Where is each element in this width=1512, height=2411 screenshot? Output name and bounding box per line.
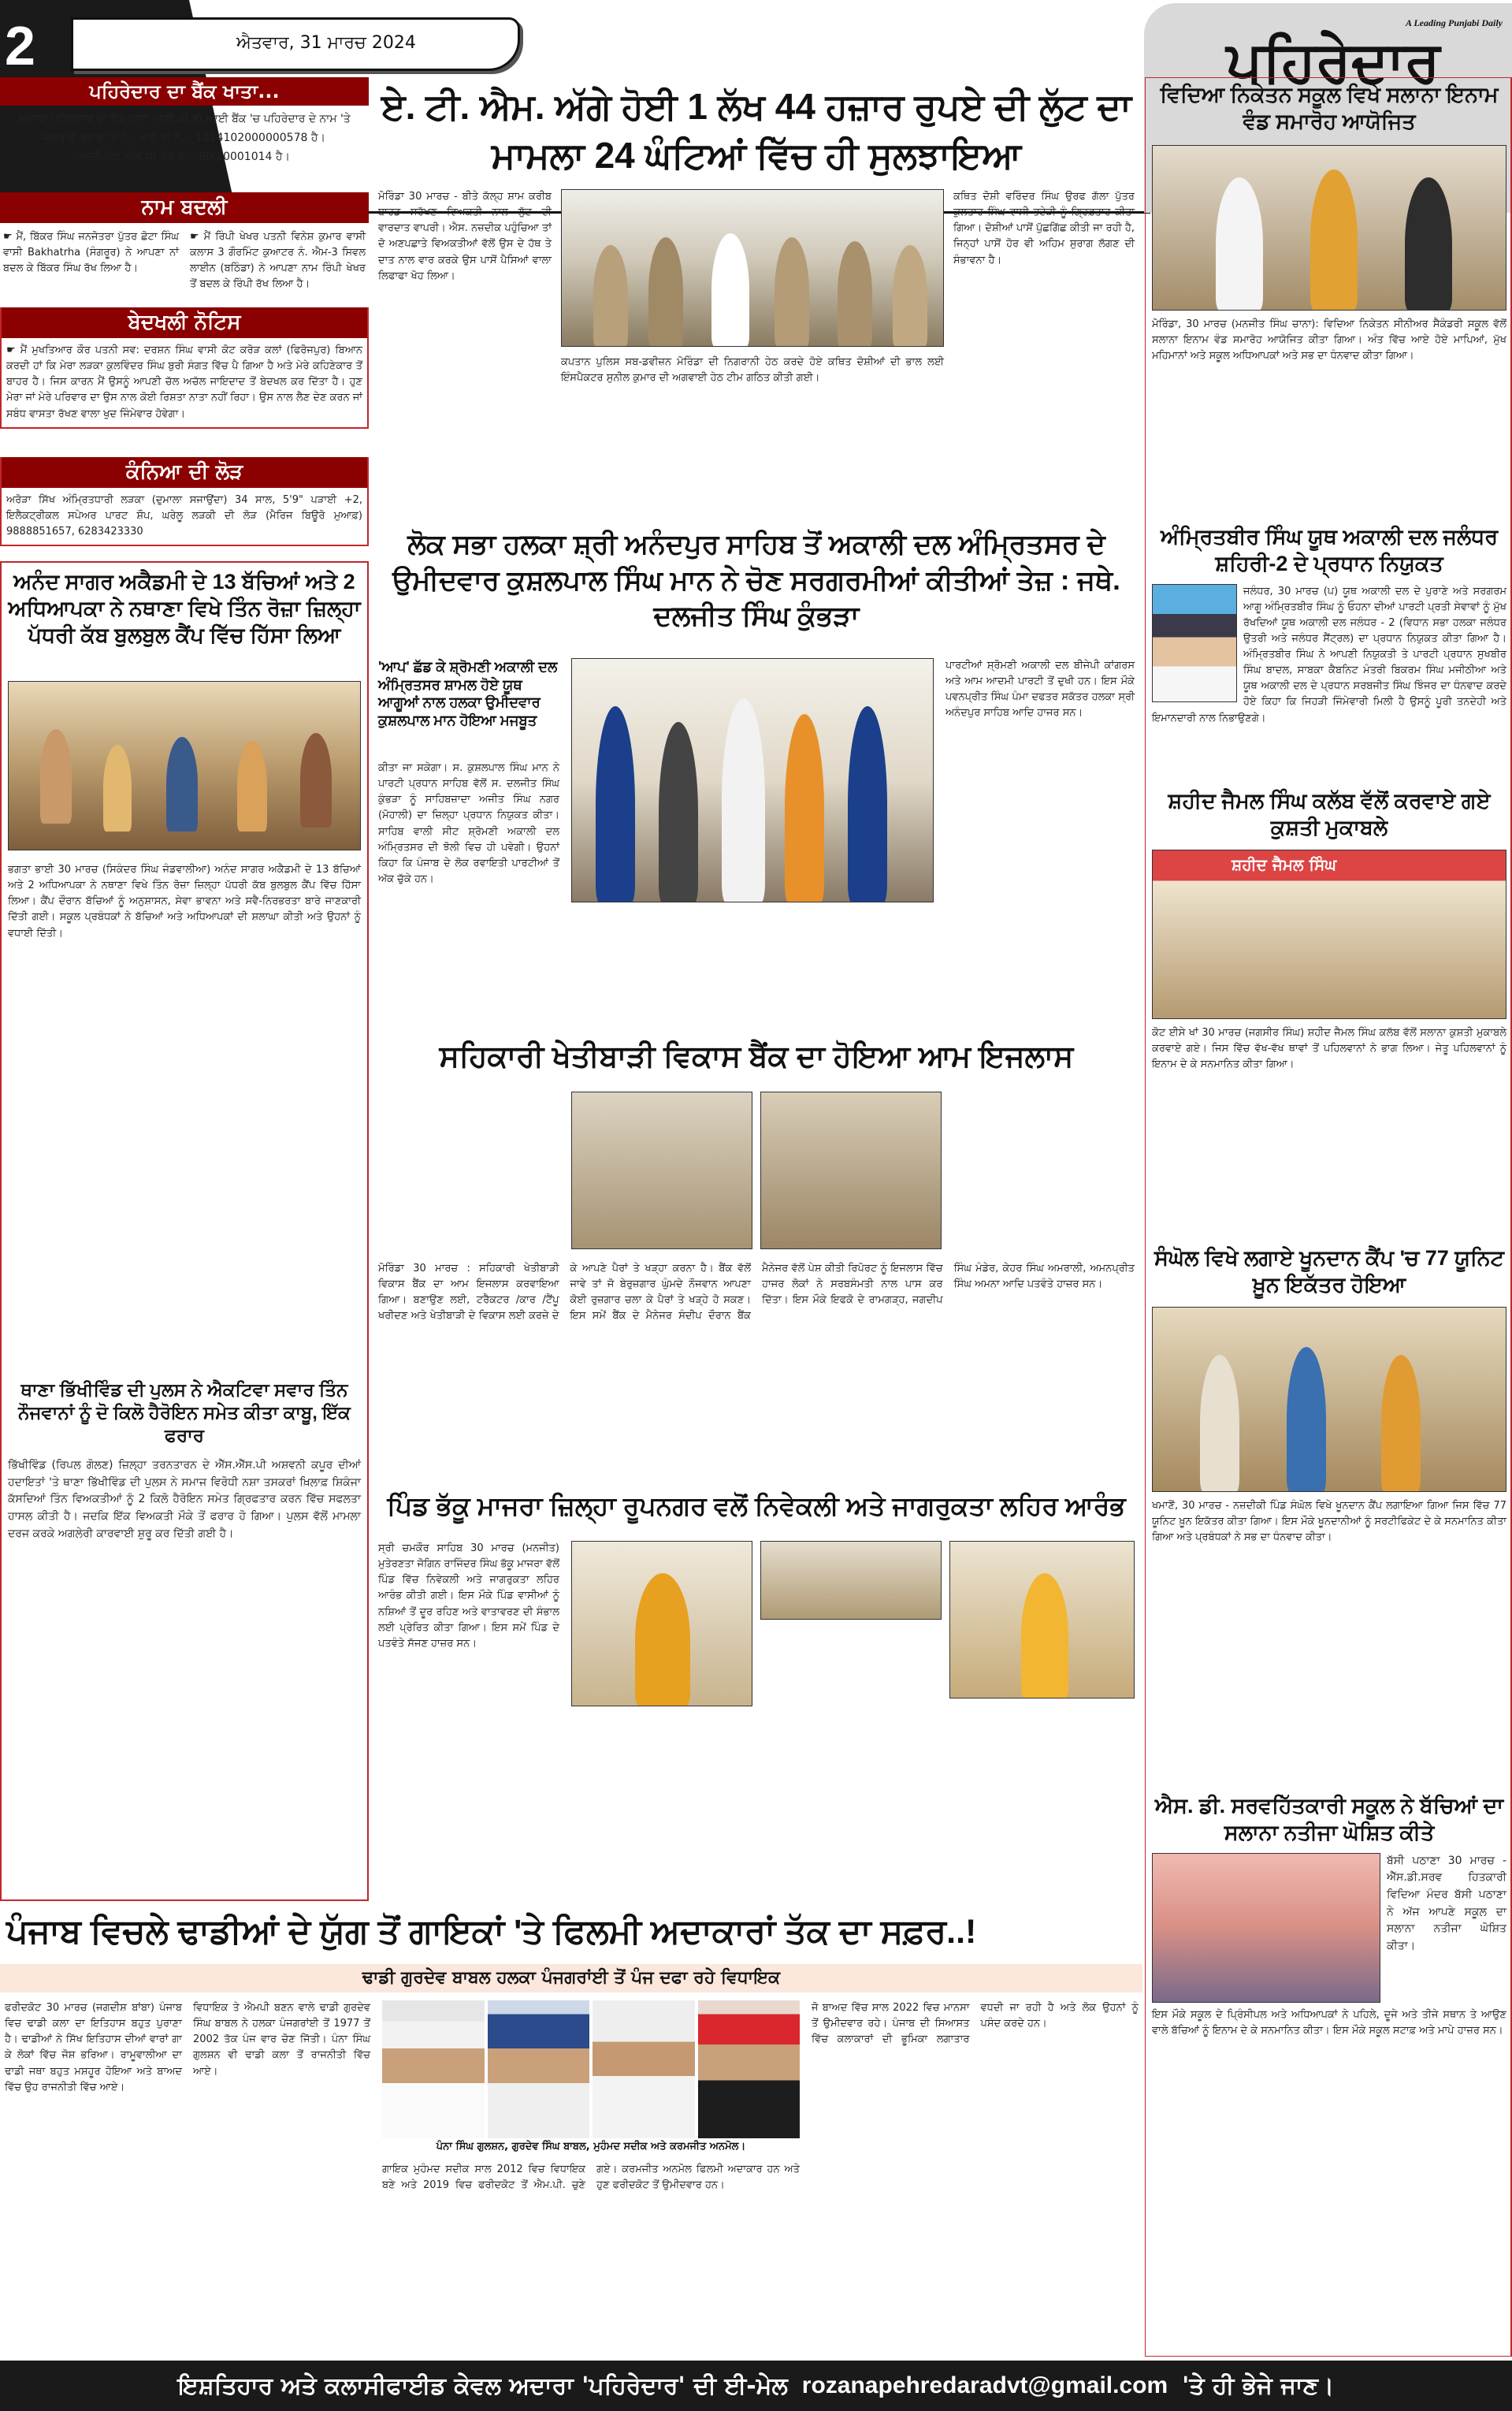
wrestling-article	[1152, 788, 1506, 1073]
wrestling-headline: ਸ਼ਹੀਦ ਜੈਮਲ ਸਿੰਘ ਕਲੱਬ ਵੱਲੋਂ ਕਰਵਾਏ ਗਏ ਕੁਸ਼ਤੀ ਮੁਕਾਬਲੇ	[1168, 789, 1491, 839]
blood-camp-article	[1152, 1245, 1506, 1546]
village-photo-1	[571, 1541, 752, 1706]
loksabha-article	[378, 658, 1135, 1029]
bottom-article	[0, 2000, 1142, 2331]
loksabha-headline: ਲੋਕ ਸਭਾ ਹਲਕਾ ਸ਼੍ਰੀ ਅਨੰਦਪੁਰ ਸਾਹਿਬ ਤੋਂ ਅਕਾਲੀ ਦਲ ਅੰਮ੍ਰਿਤਸਰ ਦੇ ਉਮੀਦਵਾਰ ਕੁਸ਼ਲਪਾਲ ਸਿੰਘ ਮਾਨ ਨੇ ਚੋਣ ਸਰਗਰਮੀਆਂ ਕੀਤੀਆਂ ਤੇਜ਼ : ਜਥੇ. ਦਲਜੀਤ ਸਿੰਘ ਕੁੰਭੜਾ	[392, 529, 1120, 631]
academy-article	[0, 561, 369, 1901]
academy-text: ਭਗਤਾ ਭਾਈ 30 ਮਾਰਚ (ਸਿਕੰਦਰ ਸਿੰਘ ਜੰਡਵਾਲੀਆ) ਅਨੰਦ ਸਾਗਰ ਅਕੈਡਮੀ ਦੇ 13 ਬੱਚਿਆਂ ਅਤੇ 2 ਅਧਿਆਪਕਾ ਨੇ ਨਥਾਣਾ ਵਿਖੇ ਤਿੰਨ ਰੋਜ਼ਾ ਜ਼ਿਲ੍ਹਾ ਪੱਧਰੀ ਕੱਬ ਬੁਲਬੁਲ ਕੈਂਪ ਵਿੱਚ ਹਿੱਸਾ ਲਿਆ। ਕੈਂਪ ਦੌਰਾਨ ਬੱਚਿਆਂ ਨੂੰ ਅਨੁਸ਼ਾਸਨ, ਸੇਵਾ ਭਾਵਨਾ ਅਤੇ ਸਵੈ-ਨਿਰਭਰਤਾ ਬਾਰੇ ਜਾਣਕਾਰੀ ਦਿੱਤੀ ਗਈ। ਸਕੂਲ ਪ੍ਰਬੰਧਕਾਂ ਨੇ ਬੱਚਿਆਂ ਅਤੇ ਅਧਿਆਪਕਾਂ ਦੀ ਸ਼ਲਾਘਾ ਕੀਤੀ ਅਤੇ ਉਹਨਾਂ ਨੂੰ ਵਧਾਈ ਦਿੱਤੀ।	[8, 864, 361, 939]
bank-meeting-photo-1	[571, 1092, 752, 1249]
village-article	[378, 1541, 1135, 1899]
atm-article	[378, 189, 1135, 516]
bride-wanted-text: ਅਰੋੜਾ ਸਿੱਖ ਅੰਮ੍ਰਿਤਧਾਰੀ ਲੜਕਾ (ਦੁਮਾਲਾ ਸਜਾਉਂਦਾ) 34 ਸਾਲ, 5'9" ਪੜਾਈ +2, ਇਲੈਕਟ੍ਰੀਕਲ ਸਪੇਅਰ ਪਾਰਟ ਸ਼ੌਪ, ਘਰੇਲੂ ਲੜਕੀ ਦੀ ਲੋੜ (ਮੈਰਿਜ ਬਿਊਰੋ ਮੁਆਫ਼) 9888851657, 6283423330	[6, 494, 362, 538]
police-headline: ਥਾਣਾ ਭਿੱਖੀਵਿੰਡ ਦੀ ਪੁਲਸ ਨੇ ਐਕਟਿਵਾ ਸਵਾਰ ਤਿੰਨ ਨੌਜਵਾਨਾਂ ਨੂੰ ਦੋ ਕਿਲੋ ਹੈਰੋਇਨ ਸਮੇਤ ਕੀਤਾ ਕਾਬੂ, ਇੱਕ ਫਰਾਰ	[18, 1379, 351, 1445]
portraits-caption: ਪੰਨਾ ਸਿੰਘ ਗੁਲਸ਼ਨ, ਗੁਰਦੇਵ ਸਿੰਘ ਬਾਬਲ, ਮੁਹੰਮਦ ਸਦੀਕ ਅਤੇ ਕਰਮਜੀਤ ਅਨਮੋਲ।	[436, 2141, 746, 2152]
footer-band	[0, 2361, 1512, 2411]
akali-headline: ਅੰਮ੍ਰਿਤਬੀਰ ਸਿੰਘ ਯੂਥ ਅਕਾਲੀ ਦਲ ਜਲੰਧਰ ਸ਼ਹਿਰੀ-2 ਦੇ ਪ੍ਰਧਾਨ ਨਿਯੁਕਤ	[1160, 525, 1499, 575]
masthead-title: ਪਹਿਰੇਦਾਰ	[1226, 31, 1440, 94]
atm-text-right: ਕਥਿਤ ਦੋਸ਼ੀ ਵਰਿੰਦਰ ਸਿੰਘ ਉਰਫ ਗੱਲਾ ਪੁੱਤਰ ਕੁਲਤਾਰ ਸਿੰਘ ਵਾਸੀ ਭਟੇੜੀ ਨੂੰ ਗ੍ਰਿਫ਼ਤਾਰ ਕੀਤਾ ਗਿਆ। ਦੋਸ਼ੀਆਂ ਪਾਸੋਂ ਪੁੱਛਗਿੱਛ ਕੀਤੀ ਜਾ ਰਹੀ ਹੈ, ਜਿਨ੍ਹਾਂ ਪਾਸੋਂ ਹੋਰ ਵੀ ਅਹਿਮ ਸੁਰਾਗ ਲੱਗਣ ਦੀ ਸੰਭਾਵਨਾ ਹੈ।	[953, 191, 1135, 266]
result-side-text: ਬੱਸੀ ਪਠਾਣਾ 30 ਮਾਰਚ - ਐੱਸ.ਡੀ.ਸਰਵ ਹਿਤਕਾਰੀ ਵਿਦਿਆ ਮੰਦਰ ਬੱਸੀ ਪਠਾਣਾ ਨੇ ਅੱਜ ਆਪਣੇ ਸਕੂਲ ਦਾ ਸਲਾਨਾ ਨਤੀਜਾ ਘੋਸ਼ਿਤ ਕੀਤਾ।	[1387, 1854, 1506, 1952]
academy-headline: ਅਨੰਦ ਸਾਗਰ ਅਕੈਡਮੀ ਦੇ 13 ਬੱਚਿਆਂ ਅਤੇ 2 ਅਧਿਆਪਕਾ ਨੇ ਨਥਾਣਾ ਵਿਖੇ ਤਿੰਨ ਰੋਜ਼ਾ ਜ਼ਿਲ੍ਹਾ ਪੱਧਰੀ ਕੱਬ ਬੁਲਬੁਲ ਕੈਂਪ ਵਿੱਚ ਹਿੱਸਾ ਲਿਆ	[8, 570, 361, 647]
name-change-item: ☛ ਮੈਂ ਰਿੰਪੀ ਖੇਖਰ ਪਤਨੀ ਵਿਨੇਸ਼ ਕੁਮਾਰ ਵਾਸੀ ਕਲਾਸ 3 ਗੌਰਮਿੰਟ ਕੁਆਟਰ ਨੰ. ਐਮ-3 ਸਿਵਲ ਲਾਈਨ (ਬਠਿੰਡਾ) ਨੇ ਆਪਣਾ ਨਾਮ ਰਿੰਪੀ ਖੇਖਰ ਤੋਂ ਬਦਲ ਕੇ ਰਿੰਪੀ ਰੱਖ ਲਿਆ ਹੈ।	[190, 231, 366, 291]
bank-text: ਅਦਾਰਾ ਪਹਿਰੇਦਾਰ ਦਾ ਬੈਂਕ ਖਾਤਾ ਆਈ.ਡੀ.ਬੀ.ਆਈ ਬੈਂਕ 'ਚ ਪਹਿਰੇਦਾਰ ਦੇ ਨਾਮ 'ਤੇ ਜਗਰਾਉਂ ਬਰਾਂਚ 'ਚ ਹੈ। ਖਾਤੇ ਦਾ ਨੰ. - 1014102000000578 ਹੈ। ਆਈ.ਐਫ.ਐਸ.ਸੀ ਕੋਡ ਨੰ. - IBKL0001014 ਹੈ।	[18, 113, 351, 163]
portraits-strip	[382, 2000, 800, 2138]
village-photo-3	[949, 1541, 1135, 1698]
village-photo-2	[760, 1541, 942, 1620]
bride-wanted-ad	[0, 457, 369, 546]
footer-text: ਇਸ਼ਤਿਹਾਰ ਅਤੇ ਕਲਾਸੀਫਾਈਡ ਕੇਵਲ ਅਦਾਰਾ 'ਪਹਿਰੇਦਾਰ' ਦੀ ਈ-ਮੇਲ	[177, 2372, 788, 2400]
academy-photo	[8, 681, 361, 850]
bank-meeting-headline: ਸਹਿਕਾਰੀ ਖੇਤੀਬਾੜੀ ਵਿਕਾਸ ਬੈਂਕ ਦਾ ਹੋਇਆ ਆਮ ਇਜਲਾਸ	[439, 1040, 1074, 1073]
portrait-panna-singh	[382, 2000, 485, 2138]
wrestling-photo	[1152, 850, 1506, 1019]
bottom-subhead: ਢਾਡੀ ਗੁਰਦੇਵ ਬਾਬਲ ਹਲਕਾ ਪੰਜਗਰਾਂਈ ਤੋਂ ਪੰਜ ਦਫਾ ਰਹੇ ਵਿਧਾਇਕ	[362, 1968, 781, 1988]
masthead-tagline: A Leading Punjabi Daily	[1405, 17, 1503, 28]
bottom-text-c: ਗਾਇਕ ਮੁਹੰਮਦ ਸਦੀਕ ਸਾਲ 2012 ਵਿਚ ਵਿਧਾਇਕ ਬਣੇ ਅਤੇ 2019 ਵਿਚ ਫਰੀਦਕੋਟ ਤੋਂ ਐਮ.ਪੀ. ਚੁਣੇ ਗਏ। ਕਰਮਜੀਤ ਅਨਮੋਲ ਫਿਲਮੀ ਅਦਾਕਾਰ ਹਨ ਅਤੇ ਹੁਣ ਫਰੀਦਕੋਟ ਤੋਂ ਉਮੀਦਵਾਰ ਹਨ।	[382, 2164, 800, 2192]
village-text: ਸ੍ਰੀ ਚਮਕੌਰ ਸਾਹਿਬ 30 ਮਾਰਚ (ਮਨਜੀਤ) ਮੁਤੇਰਣਤਾ ਜੋਗਿਨ ਰਾਜਿੰਦਰ ਸਿੰਘ ਭੱਕੂ ਮਾਜਰਾ ਵੱਲੋਂ ਪਿੰਡ ਵਿੱਚ ਨਿਵੇਕਲੀ ਅਤੇ ਜਾਗਰੁਕਤਾ ਲਹਿਰ ਆਰੰਭ ਕੀਤੀ ਗਈ। ਇਸ ਮੌਕੇ ਪਿੰਡ ਵਾਸੀਆਂ ਨੂੰ ਨਸ਼ਿਆਂ ਤੋਂ ਦੂਰ ਰਹਿਣ ਅਤੇ ਵਾਤਾਵਰਣ ਦੀ ਸੰਭਾਲ ਲਈ ਪ੍ਰੇਰਿਤ ਕੀਤਾ ਗਿਆ। ਇਸ ਸਮੇਂ ਪਿੰਡ ਦੇ ਪਤਵੰਤੇ ਸੱਜਣ ਹਾਜ਼ਰ ਸਨ।	[378, 1542, 560, 1650]
loksabha-subhead: 'ਆਪ' ਛੱਡ ਕੇ ਸ਼੍ਰੋਮਣੀ ਅਕਾਲੀ ਦਲ ਅੰਮ੍ਰਿਤਸਰ ਸ਼ਾਮਲ ਹੋਏ ਯੂਥ ਆਗੂਆਂ ਨਾਲ ਹਲਕਾ ਉਮੀਦਵਾਰ ਕੁਸ਼ਲਪਾਲ ਮਾਨ ਹੋਇਆ ਮਜਬੂਤ	[378, 659, 558, 728]
bank-meeting-article	[378, 1092, 1135, 1470]
atm-text-mid: ਕਪਤਾਨ ਪੁਲਿਸ ਸਬ-ਡਵੀਜ਼ਨ ਮੋਰਿੰਡਾ ਦੀ ਨਿਗਰਾਨੀ ਹੇਠ ਕਰਦੇ ਹੋਏ ਕਥਿਤ ਦੋਸ਼ੀਆਂ ਦੀ ਭਾਲ ਲਈ ਇੰਸਪੈਕਟਰ ਸੁਨੀਲ ਕੁਮਾਰ ਦੀ ਅਗਵਾਈ ਹੇਠ ਟੀਮ ਗਠਿਤ ਕੀਤੀ ਗਈ।	[561, 356, 944, 385]
blood-camp-photo	[1152, 1307, 1506, 1492]
result-article	[1152, 1793, 1506, 2039]
eviction-text: ☛ ਮੈਂ ਮੁਖਤਿਆਰ ਕੌਰ ਪਤਨੀ ਸਵ: ਦਰਸ਼ਨ ਸਿੰਘ ਵਾਸੀ ਕੋਟ ਕਰੋੜ ਕਲਾਂ (ਫਿਰੋਜਪੁਰ) ਬਿਆਨ ਕਰਦੀ ਹਾਂ ਕਿ ਮੇਰਾ ਲੜਕਾ ਕੁਲਵਿੰਦਰ ਸਿੰਘ ਬੁਰੀ ਸੰਗਤ ਵਿੱਚ ਪੈ ਗਿਆ ਹੈ ਅਤੇ ਮੇਰੇ ਕਹਿਣੇਕਾਰ ਤੋਂ ਬਾਹਰ ਹੈ। ਜਿਸ ਕਾਰਨ ਮੈਂ ਉਸਨੂੰ ਆਪਣੀ ਚੱਲ ਅਚੱਲ ਜਾਇਦਾਦ ਤੋਂ ਬੇਦਖਲ ਕਰ ਦਿੱਤਾ ਹੈ। ਹੁਣ ਮੇਰਾ ਜਾਂ ਮੇਰੇ ਪਰਿਵਾਰ ਦਾ ਉਸ ਨਾਲ ਕੋਈ ਰਿਸ਼ਤਾ ਨਾਤਾ ਨਹੀਂ ਰਿਹਾ। ਉਸ ਨਾਲ ਲੈਣ ਦੇਣ ਕਰਨ ਜਾਂ ਸਬੰਧ ਵਾਸਤਾ ਰੱਖਣ ਵਾਲਾ ਖੁਦ ਜਿੰਮੇਵਾਰ ਹੋਵੇਗਾ।	[6, 344, 362, 420]
result-text: ਇਸ ਮੌਕੇ ਸਕੂਲ ਦੇ ਪ੍ਰਿੰਸੀਪਲ ਅਤੇ ਅਧਿਆਪਕਾਂ ਨੇ ਪਹਿਲੇ, ਦੂਜੇ ਅਤੇ ਤੀਜੇ ਸਥਾਨ ਤੇ ਆਉਣ ਵਾਲੇ ਬੱਚਿਆਂ ਨੂੰ ਇਨਾਮ ਦੇ ਕੇ ਸਨਮਾਨਿਤ ਕੀਤਾ। ਇਸ ਮੌਕੇ ਸਕੂਲ ਸਟਾਫ਼ ਅਤੇ ਮਾਪੇ ਹਾਜ਼ਰ ਸਨ।	[1152, 2008, 1506, 2037]
loksabha-photo	[571, 658, 934, 902]
result-photo	[1152, 1853, 1380, 2003]
police-text: ਭਿੱਖੀਵਿੰਡ (ਰਿਪਲ ਗੋਲਣ) ਜ਼ਿਲ੍ਹਾ ਤਰਨਤਾਰਨ ਦੇ ਐੱਸ.ਐੱਸ.ਪੀ ਅਸ਼ਵਨੀ ਕਪੂਰ ਦੀਆਂ ਹਦਾਇਤਾਂ 'ਤੇ ਥਾਣਾ ਭਿੱਖੀਵਿੰਡ ਦੀ ਪੁਲਸ ਨੇ ਸਮਾਜ ਵਿਰੋਧੀ ਨਸ਼ਾ ਤਸਕਰਾਂ ਖ਼ਿਲਾਫ਼ ਸ਼ਿਕੰਜਾ ਕੱਸਦਿਆਂ ਤਿੰਨ ਵਿਅਕਤੀਆਂ ਨੂੰ 2 ਕਿਲੋ ਹੈਰੋਇਨ ਸਮੇਤ ਗ੍ਰਿਫਤਾਰ ਕਰਨ ਵਿੱਚ ਸਫਲਤਾ ਹਾਸਲ ਕੀਤੀ ਹੈ। ਜਦਕਿ ਇੱਕ ਵਿਅਕਤੀ ਮੌਕੇ ਤੋਂ ਫਰਾਰ ਹੋ ਗਿਆ। ਪੁਲਸ ਵੱਲੋਂ ਮਾਮਲਾ ਦਰਜ ਕਰਕੇ ਅਗਲੇਰੀ ਕਾਰਵਾਈ ਸ਼ੁਰੂ ਕਰ ਦਿੱਤੀ ਗਈ ਹੈ।	[8, 1459, 361, 1540]
portrait-gurdev-babal	[488, 2000, 590, 2138]
result-headline: ਐਸ. ਡੀ. ਸਰਵਹਿੱਤਕਾਰੀ ਸਕੂਲ ਨੇ ਬੱਚਿਆਂ ਦਾ ਸਲਾਨਾ ਨਤੀਜਾ ਘੋਸ਼ਿਤ ਕੀਤੇ	[1154, 1794, 1504, 1844]
footer-email[interactable]: rozanapehredaradvt@gmail.com	[801, 2372, 1168, 2398]
atm-text-left: ਮੋਰਿੰਡਾ 30 ਮਾਰਚ - ਬੀਤੇ ਕੱਲ੍ਹ ਸ਼ਾਮ ਕਰੀਬ ਬਾਰਡ ਸਰੱਖਣ ਵਿਅਕਤੀ ਨਾਲ ਲੁੱਟ ਦੀ ਵਾਰਦਾਤ ਵਾਪਰੀ। ਐਸ. ਨਜ਼ਦੀਕ ਪਹੁੰਚਿਆ ਤਾਂ ਦੋ ਅਣਪਛਾਤੇ ਵਿਅਕਤੀਆਂ ਵੱਲੋਂ ਉਸ ਦੇ ਹੱਥ ਤੇ ਦਾਤ ਨਾਲ ਵਾਰ ਕਰਕੇ ਉਸ ਪਾਸੋਂ ਪੈਸਿਆਂ ਵਾਲਾ ਲਿਫਾਫਾ ਖੋਹ ਲਿਆ।	[378, 191, 552, 282]
loksabha-text: ਕੀਤਾ ਜਾ ਸਕੇਗਾ। ਸ. ਕੁਸ਼ਲਪਾਲ ਸਿੰਘ ਮਾਨ ਨੇ ਪਾਰਟੀ ਪ੍ਰਧਾਨ ਸਾਹਿਬ ਵੱਲੋਂ ਸ. ਦਲਜੀਤ ਸਿੰਘ ਕੁੰਭੜਾ ਨੂੰ ਸਾਹਿਬਜ਼ਾਦਾ ਅਜੀਤ ਸਿੰਘ ਨਗਰ (ਮੋਹਾਲੀ) ਦਾ ਜ਼ਿਲ੍ਹਾ ਪ੍ਰਧਾਨ ਨਿਯੁਕਤ ਕੀਤਾ। ਸਾਹਿਬ ਵਾਲੀ ਸੀਟ ਸ਼੍ਰੋਮਣੀ ਅਕਾਲੀ ਦਲ ਅੰਮ੍ਰਿਤਸਰ ਦੀ ਝੋਲੀ ਵਿਚ ਹੀ ਪਵੇਗੀ। ਉਹਨਾਂ ਕਿਹਾ ਕਿ ਪੰਜਾਬ ਦੇ ਲੋਕ ਰਵਾਇਤੀ ਪਾਰਟੀਆਂ ਤੋਂ ਅੱਕ ਚੁੱਕੇ ਹਨ।	[378, 762, 559, 885]
bottom-text-b: ਵਿਧਾਇਕ ਤੇ ਐਮਪੀ ਬਣਨ ਵਾਲੇ ਢਾਡੀ ਗੁਰਦੇਵ ਸਿੰਘ ਬਾਬਲ ਨੇ ਹਲਕਾ ਪੰਜਗਰਾਂਈ ਤੋਂ 1977 ਤੋਂ 2002 ਤੱਕ ਪੰਜ ਵਾਰ ਚੋਣ ਜਿੱਤੀ। ਪੰਨਾ ਸਿੰਘ ਗੁਲਸ਼ਨ ਵੀ ਢਾਡੀ ਕਲਾ ਤੋਂ ਰਾਜਨੀਤੀ ਵਿੱਚ ਆਏ।	[193, 2002, 370, 2078]
school-event-photo	[1152, 145, 1506, 311]
bank-meeting-text: ਮੋਰਿੰਡਾ 30 ਮਾਰਚ : ਸਹਿਕਾਰੀ ਖੇਤੀਬਾੜੀ ਵਿਕਾਸ ਬੈਂਕ ਦਾ ਆਮ ਇਜਲਾਸ ਕਰਵਾਇਆ ਗਿਆ। ਬਣਾਉਣ ਲਈ, ਟਰੈਕਟਰ /ਕਾਰ /ਟੈਂਪੂ ਖਰੀਦਣ ਅਤੇ ਖੇਤੀਬਾੜੀ ਦੇ ਵਿਕਾਸ ਲਈ ਕਰਜ਼ੇ ਦੇ ਕੇ ਆਪਣੇ ਪੈਰਾਂ ਤੇ ਖੜ੍ਹਾ ਕਰਨਾ ਹੈ। ਬੈਂਕ ਵੱਲੋਂ ਜਾਵੇ ਤਾਂ ਜੋ ਬੇਰੁਜ਼ਗਾਰ ਘੁੰਮਦੇ ਨੌਜਵਾਨ ਆਪਣਾ ਕੋਈ ਰੁਜ਼ਗਾਰ ਚਲਾ ਕੇ ਪੈਰਾਂ ਤੇ ਖੜ੍ਹੇ ਹੋ ਸਕਣ। ਇਸ ਸਮੇਂ ਬੈਂਕ ਦੇ ਮੈਨੇਜਰ ਸੰਦੀਪ ਦੌਰਾਨ ਬੈਂਕ ਮੈਨੇਜਰ ਵੱਲੋਂ ਪੇਸ਼ ਕੀਤੀ ਰਿਪੋਰਟ ਨੂੰ ਇਜਲਾਸ ਵਿੱਚ ਹਾਜਰ ਲੋਕਾਂ ਨੇ ਸਰਬਸੰਮਤੀ ਨਾਲ ਪਾਸ ਕਰ ਦਿੱਤਾ। ਇਸ ਮੌਕੇ ਇਫਕੋ ਦੇ ਰਾਮਗੜ੍ਹ, ਜਗਦੀਪ ਸਿੰਘ ਮੰਡੇਰ, ਕੇਹਰ ਸਿੰਘ ਅਮਰਾਲੀ, ਅਮਨਪ੍ਰੀਤ ਸਿੰਘ ਅਮਨਾ ਆਦਿ ਪਤਵੰਤੇ ਹਾਜ਼ਰ ਸਨ।	[378, 1263, 1135, 1323]
atm-headline: ਏ. ਟੀ. ਐਮ. ਅੱਗੇ ਹੋਈ 1 ਲੱਖ 44 ਹਜ਼ਾਰ ਰੁਪਏ ਦੀ ਲੁੱਟ ਦਾ ਮਾਮਲਾ 24 ਘੰਟਿਆਂ ਵਿੱਚ ਹੀ ਸੁਲਝਾਇਆ	[381, 86, 1131, 177]
name-change-item: ☛ ਮੈਂ, ਬਿੱਕਰ ਸਿੰਘ ਜਨਜੋਤਰਾ ਪੁੱਤਰ ਛੋਟਾ ਸਿੰਘ ਵਾਸੀ Bakhatrha (ਸੰਗਰੂਰ) ਨੇ ਆਪਣਾ ਨਾਂ ਬਦਲ ਕੇ ਬਿੱਕਰ ਸਿੰਘ ਰੱਖ ਲਿਆ ਹੈ।	[3, 231, 179, 275]
blood-camp-headline: ਸੰਘੋਲ ਵਿਖੇ ਲਗਾਏ ਖੂਨਦਾਨ ਕੈਂਪ 'ਚ 77 ਯੂਨਿਟ ਖ਼ੂਨ ਇਕੱਤਰ ਹੋਇਆ	[1154, 1246, 1504, 1297]
name-change-title: ਨਾਮ ਬਦਲੀ	[0, 192, 369, 223]
village-headline: ਪਿੰਡ ਭੱਕੂ ਮਾਜਰਾ ਜ਼ਿਲ੍ਹਾ ਰੂਪਨਗਰ ਵਲੋਂ ਨਿਵੇਕਲੀ ਅਤੇ ਜਾਗਰੁਕਤਾ ਲਹਿਰ ਆਰੰਭ	[387, 1491, 1126, 1520]
school-text: ਮੋਰਿੰਡਾ, 30 ਮਾਰਚ (ਮਨਜੀਤ ਸਿੰਘ ਚਾਨਾ): ਵਿਦਿਆ ਨਿਕੇਤਨ ਸੀਨੀਅਰ ਸੈਕੰਡਰੀ ਸਕੂਲ ਵੱਲੋਂ ਸਲਾਨਾ ਇਨਾਮ ਵੰਡ ਸਮਾਰੋਹ ਆਯੋਜਿਤ ਕੀਤਾ ਗਿਆ। ਅੰਤ ਵਿੱਚ ਆਏ ਹੋਏ ਮਾਪਿਆਂ, ਮੁੱਖ ਮਹਿਮਾਨਾਂ ਅਤੇ ਸਕੂਲ ਅਧਿਆਪਕਾਂ ਅਤੇ ਸਭ ਦਾ ਧੰਨਵਾਦ ਕੀਤਾ ਗਿਆ।	[1152, 318, 1506, 362]
atm-police-photo	[561, 189, 944, 347]
bride-wanted-title: ਕੰਨਿਆ ਦੀ ਲੋੜ	[2, 457, 367, 488]
blood-camp-text: ਖਮਾਣੋਂ, 30 ਮਾਰਚ - ਨਜ਼ਦੀਕੀ ਪਿੰਡ ਸੰਘੋਲ ਵਿਖੇ ਖੂਨਦਾਨ ਕੈਂਪ ਲਗਾਇਆ ਗਿਆ ਜਿਸ ਵਿੱਚ 77 ਯੂਨਿਟ ਖ਼ੂਨ ਇਕੱਤਰ ਕੀਤਾ ਗਿਆ। ਇਸ ਮੌਕੇ ਖੂਨਦਾਨੀਆਂ ਨੂੰ ਸਰਟੀਫਿਕੇਟ ਦੇ ਕੇ ਸਨਮਾਨਿਤ ਕੀਤਾ ਗਿਆ ਅਤੇ ਪ੍ਰਬੰਧਕਾਂ ਨੇ ਸਭ ਦਾ ਧੰਨਵਾਦ ਕੀਤਾ।	[1152, 1499, 1506, 1543]
eviction-title: ਬੇਦਖਲੀ ਨੋਟਿਸ	[2, 307, 367, 338]
portrait-photo	[1152, 584, 1237, 702]
page-number: 2	[5, 15, 35, 76]
bank-meeting-photo-2	[760, 1092, 942, 1249]
issue-date: ਐਤਵਾਰ, 31 ਮਾਰਚ 2024	[236, 33, 416, 53]
portrait-karamjit-anmol	[698, 2000, 801, 2138]
bottom-headline: ਪੰਜਾਬ ਵਿਚਲੇ ਢਾਡੀਆਂ ਦੇ ਯੁੱਗ ਤੋਂ ਗਾਇਕਾਂ 'ਤੇ ਫਿਲਮੀ ਅਦਾਕਾਰਾਂ ਤੱਕ ਦਾ ਸਫ਼ਰ..!	[6, 1913, 977, 1951]
left-column	[0, 77, 369, 171]
school-article	[1152, 82, 1506, 364]
bottom-text-d: ਜੋ ਬਾਅਦ ਵਿੱਚ ਸਾਲ 2022 ਵਿਚ ਮਾਨਸਾ ਤੋਂ ਉਮੀਦਵਾਰ ਰਹੇ। ਪੰਜਾਬ ਦੀ ਸਿਆਸਤ ਵਿੱਚ ਕਲਾਕਾਰਾਂ ਦੀ ਭੂਮਿਕਾ ਲਗਾਤਾਰ ਵਧਦੀ ਜਾ ਰਹੀ ਹੈ ਅਤੇ ਲੋਕ ਉਹਨਾਂ ਨੂੰ ਪਸੰਦ ਕਰਦੇ ਹਨ।	[812, 2002, 1139, 2046]
name-change-notice	[0, 192, 369, 300]
loksabha-text-2: ਪਾਰਟੀਆਂ ਸ਼੍ਰੋਮਣੀ ਅਕਾਲੀ ਦਲ ਬੀਜੇਪੀ ਕਾਂਗਰਸ ਅਤੇ ਆਮ ਆਦਮੀ ਪਾਰਟੀ ਤੋਂ ਦੁਖੀ ਹਨ। ਇਸ ਮੌਕੇ ਪਵਨਪ੍ਰੀਤ ਸਿੰਘ ਪੰਮਾ ਦਫਤਰ ਸਕੱਤਰ ਹਲਕਾ ਸ੍ਰੀ ਅਨੰਦਪੁਰ ਸਾਹਿਬ ਆਦਿ ਹਾਜਰ ਸਨ।	[945, 660, 1135, 720]
wrestling-banner-text: ਸ਼ਹੀਦ ਜੈਮਲ ਸਿੰਘ	[1232, 854, 1337, 874]
school-headline: ਵਿਦਿਆ ਨਿਕੇਤਨ ਸਕੂਲ ਵਿਖੇ ਸਲਾਨਾ ਇਨਾਮ ਵੰਡ ਸਮਾਰੋਹ ਆਯੋਜਿਤ	[1160, 83, 1499, 133]
wrestling-text: ਕੋਟ ਈਸੇ ਖਾਂ 30 ਮਾਰਚ (ਜਗਸੀਰ ਸਿੰਘ) ਸ਼ਹੀਦ ਜੈਮਲ ਸਿੰਘ ਕਲੱਬ ਵੱਲੋਂ ਸਲਾਨਾ ਕੁਸ਼ਤੀ ਮੁਕਾਬਲੇ ਕਰਵਾਏ ਗਏ। ਜਿਸ ਵਿੱਚ ਵੱਖ-ਵੱਖ ਥਾਵਾਂ ਤੋਂ ਪਹਿਲਵਾਨਾਂ ਨੇ ਭਾਗ ਲਿਆ। ਜੇਤੂ ਪਹਿਲਵਾਨਾਂ ਨੂੰ ਇਨਾਮ ਦੇ ਕੇ ਸਨਮਾਨਿਤ ਕੀਤਾ ਗਿਆ।	[1152, 1026, 1506, 1070]
akali-article	[1152, 524, 1506, 727]
bottom-subhead-band	[0, 1964, 1142, 1992]
akali-text: ਜਲੰਧਰ, 30 ਮਾਰਚ (ਪ) ਯੂਥ ਅਕਾਲੀ ਦਲ ਦੇ ਪੁਰਾਣੇ ਅਤੇ ਸਰਗਰਮ ਆਗੂ ਅੰਮ੍ਰਿਤਬੀਰ ਸਿੰਘ ਨੂੰ ਓਹਨਾ ਦੀਆਂ ਪਾਰਟੀ ਪ੍ਰਤੀ ਸੇਵਾਵਾਂ ਨੂੰ ਮੁੱਖ ਰੱਖਦਿਆਂ ਯੂਥ ਅਕਾਲੀ ਦਲ ਜਲੰਧਰ - 2 (ਵਿਧਾਨ ਸਭਾ ਹਲਕਾ ਜਲੰਧਰ ਉਤਰੀ ਅਤੇ ਜਲੰਧਰ ਸੈਂਟ੍ਰਲ) ਦਾ ਪ੍ਰਧਾਨ ਨਿਯੁਕਤ ਕੀਤਾ ਗਿਆ ਹੈ। ਅੰਮ੍ਰਿਤਬੀਰ ਸਿੰਘ ਨੇ ਆਪਣੀ ਨਿਯੁਕਤੀ ਤੇ ਪਾਰਟੀ ਪ੍ਰਧਾਨ ਸੁਖਬੀਰ ਸਿੰਘ ਬਾਦਲ, ਸਾਬਕਾ ਕੈਬਨਿਟ ਮੰਤਰੀ ਬਿਕਰਮ ਸਿੰਘ ਮਜੀਠੀਆ ਅਤੇ ਯੂਥ ਅਕਾਲੀ ਦਲ ਦੇ ਪ੍ਰਧਾਨ ਸਰਬਜੀਤ ਸਿੰਘ ਝਿੰਜਰ ਦਾ ਧੰਨਵਾਦ ਕਰਦੇ ਹੋਏ ਕਿਹਾ ਕਿ ਜਿਹੜੀ ਜਿੰਮੇਵਾਰੀ ਮਿਲੀ ਹੈ ਉਸਨੂੰ ਪੂਰੀ ਤਨਦੇਹੀ ਅਤੇ ਇਮਾਨਦਾਰੀ ਨਾਲ ਨਿਭਾਉਣਗੇ।	[1152, 585, 1506, 724]
bank-title: ਪਹਿਰੇਦਾਰ ਦਾ ਬੈਂਕ ਖਾਤਾ...	[0, 77, 369, 106]
bottom-text-a: ਫਰੀਦਕੋਟ 30 ਮਾਰਚ (ਜਗਦੀਸ਼ ਬਾਂਬਾ) ਪੰਜਾਬ ਵਿਚ ਢਾਡੀ ਕਲਾ ਦਾ ਇਤਿਹਾਸ ਬਹੁਤ ਪੁਰਾਣਾ ਹੈ। ਢਾਡੀਆਂ ਨੇ ਸਿੱਖ ਇਤਿਹਾਸ ਦੀਆਂ ਵਾਰਾਂ ਗਾ ਕੇ ਲੋਕਾਂ ਵਿੱਚ ਜੋਸ਼ ਭਰਿਆ। ਰਾਮੂਵਾਲੀਆ ਦਾ ਢਾਡੀ ਜਥਾ ਬਹੁਤ ਮਸ਼ਹੂਰ ਹੋਇਆ ਅਤੇ ਬਾਅਦ ਵਿੱਚ ਉਹ ਰਾਜਨੀਤੀ ਵਿੱਚ ਆਏ।	[5, 2002, 182, 2093]
portrait-muhammad-sadiq	[593, 2000, 695, 2138]
eviction-notice	[0, 307, 369, 429]
footer-suffix: 'ਤੇ ਹੀ ਭੇਜੇ ਜਾਣ।	[1182, 2372, 1335, 2400]
